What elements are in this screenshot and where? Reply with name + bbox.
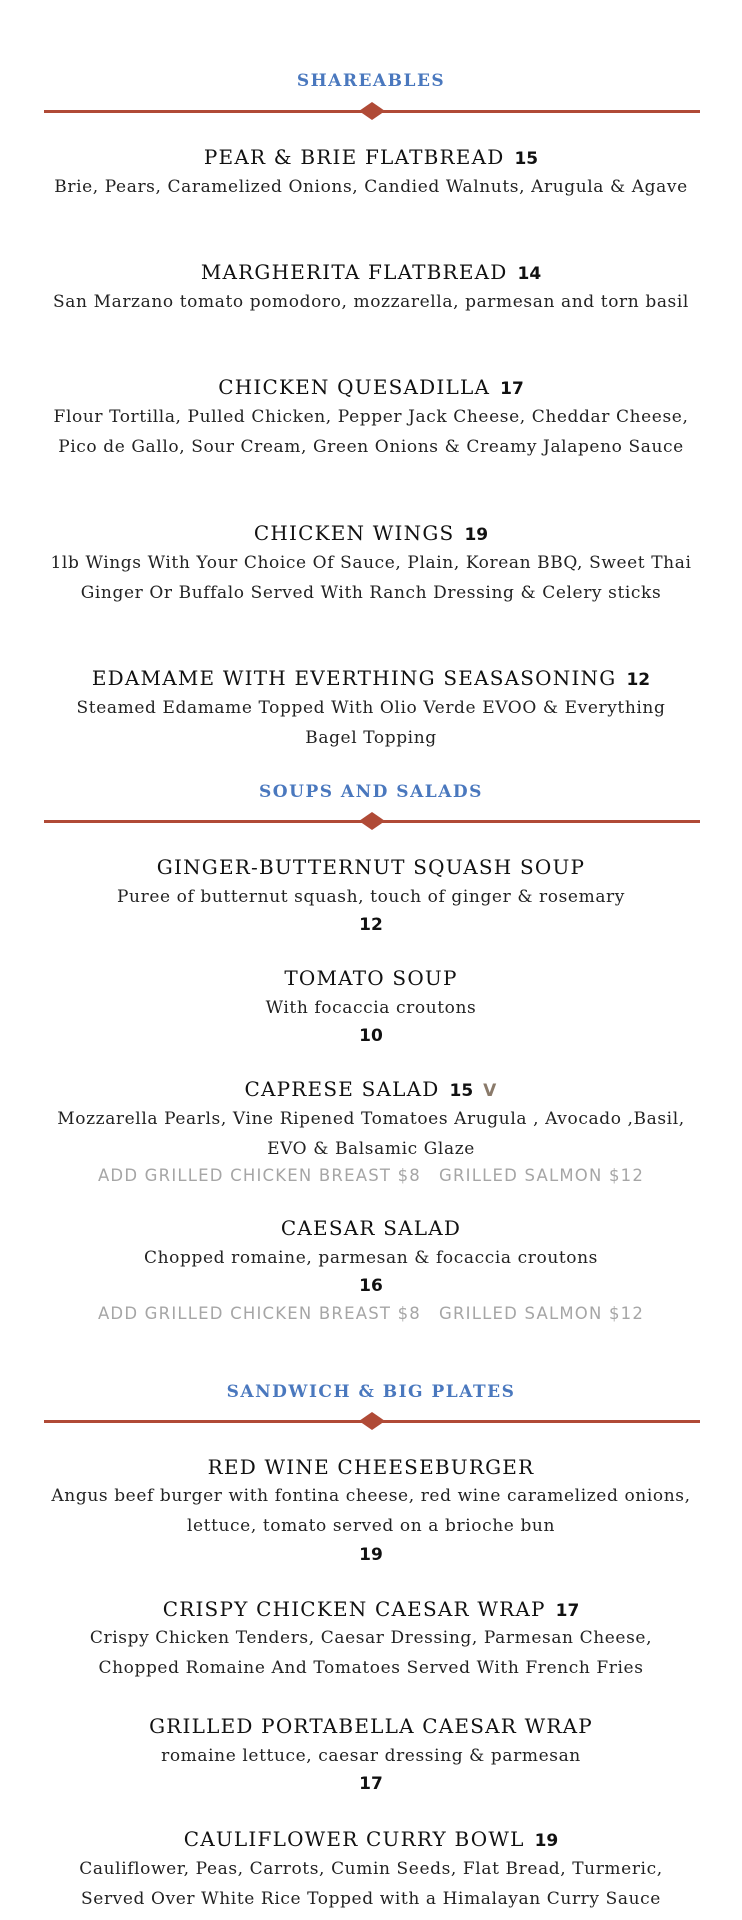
menu-item-price: 19 <box>534 1831 559 1851</box>
menu-item-title: EDAMAME WITH EVERTHING SEASASONING 12 <box>91 666 651 690</box>
menu-item-description: Crispy Chicken Tenders, Caesar Dressing, Parmesan Cheese, Chopped Romaine And Tomatoes Served With French Fries <box>89 1628 653 1678</box>
menu-item-title: GRILLED PORTABELLA CAESAR WRAP <box>149 1714 593 1738</box>
vegetarian-badge: V <box>483 1081 498 1101</box>
menu-item-title: GINGER-BUTTERNUT SQUASH SOUP <box>156 855 586 879</box>
section-title-shareables: SHAREABLES <box>296 71 446 91</box>
menu-item-price: 17 <box>500 379 524 399</box>
menu-item-description: Brie, Pears, Caramelized Onions, Candied Walnuts, Arugula & Agave <box>54 177 688 197</box>
menu-item-title: CAULIFLOWER CURRY BOWL 19 <box>183 1827 559 1851</box>
menu-item-title: TOMATO SOUP <box>284 966 458 990</box>
section-title-sandwich-and-big-plates: SANDWICH & BIG PLATES <box>226 1382 516 1402</box>
section-divider <box>44 104 700 118</box>
menu-item-title: MARGHERITA FLATBREAD 14 <box>200 260 542 284</box>
addon-salmon: GRILLED SALMON $12 <box>439 1166 645 1185</box>
menu-item-addons <box>0 1303 742 1325</box>
menu-item-description: Angus beef burger with fontina cheese, red wine caramelized onions, lettuce, tomato served on a brioche bun <box>51 1486 691 1536</box>
menu-item-title: CHICKEN QUESADILLA 17 <box>218 375 524 399</box>
menu-item-description: Cauliflower, Peas, Carrots, Cumin Seeds, Flat Bread, Turmeric, Served Over White Rice Topped with a Himalayan Curry Sauce <box>79 1859 663 1909</box>
menu-item-price: 16 <box>359 1276 383 1296</box>
section-divider <box>44 1414 700 1428</box>
addon-chicken: ADD GRILLED CHICKEN BREAST $8 <box>97 1166 421 1185</box>
menu-item-title: CAPRESE SALAD 15 V <box>244 1077 498 1101</box>
section-divider <box>44 814 700 828</box>
menu-item-price: 19 <box>359 1545 383 1565</box>
menu-item-addons <box>0 1165 742 1187</box>
menu-item-price: 14 <box>517 264 542 284</box>
menu-item-price: 10 <box>359 1026 383 1046</box>
menu-item-price: 15 <box>449 1081 474 1101</box>
menu-item-description: romaine lettuce, caesar dressing & parmesan <box>161 1746 581 1766</box>
menu-item-description: San Marzano tomato pomodoro, mozzarella, parmesan and torn basil <box>53 292 689 312</box>
menu-item-title: CAESAR SALAD <box>280 1216 462 1240</box>
menu-item-title: PEAR & BRIE FLATBREAD 15 <box>203 145 539 169</box>
menu-item-price: 15 <box>514 149 539 169</box>
menu-item-description: Chopped romaine, parmesan & focaccia croutons <box>143 1248 599 1268</box>
menu-item-description: With focaccia croutons <box>265 998 477 1018</box>
menu-item-price: 19 <box>464 525 489 545</box>
menu-item-price: 17 <box>555 1601 580 1621</box>
menu-item-price: 12 <box>359 915 383 935</box>
divider-diamond-icon <box>358 811 386 831</box>
menu-item-title: CRISPY CHICKEN CAESAR WRAP 17 <box>162 1597 580 1621</box>
addon-chicken: ADD GRILLED CHICKEN BREAST $8 <box>97 1304 421 1323</box>
divider-diamond-icon <box>358 101 386 121</box>
divider-diamond-icon <box>358 1411 386 1431</box>
menu-item-title: RED WINE CHEESEBURGER <box>207 1455 535 1479</box>
menu-item-price: 17 <box>359 1774 383 1794</box>
menu-item-description: Steamed Edamame Topped With Olio Verde EVOO & Everything Bagel Topping <box>76 698 666 748</box>
menu-item-description: Mozzarella Pearls, Vine Ripened Tomatoes Arugula , Avocado ,Basil, EVO & Balsamic Glaze <box>57 1109 685 1159</box>
addon-salmon: GRILLED SALMON $12 <box>439 1304 645 1323</box>
menu-item-price: 12 <box>626 670 651 690</box>
menu-item-title: CHICKEN WINGS 19 <box>253 521 489 545</box>
section-title-soups-and-salads: SOUPS AND SALADS <box>259 782 483 802</box>
menu-item-description: Puree of butternut squash, touch of ginger & rosemary <box>117 887 625 907</box>
menu-item-description: 1lb Wings With Your Choice Of Sauce, Plain, Korean BBQ, Sweet Thai Ginger Or Buffalo Served With Ranch Dressing & Celery sticks <box>50 553 692 603</box>
menu-item-description: Flour Tortilla, Pulled Chicken, Pepper Jack Cheese, Cheddar Cheese, Pico de Gallo, Sour Cream, Green Onions & Creamy Jalapeno Sauce <box>53 407 689 457</box>
